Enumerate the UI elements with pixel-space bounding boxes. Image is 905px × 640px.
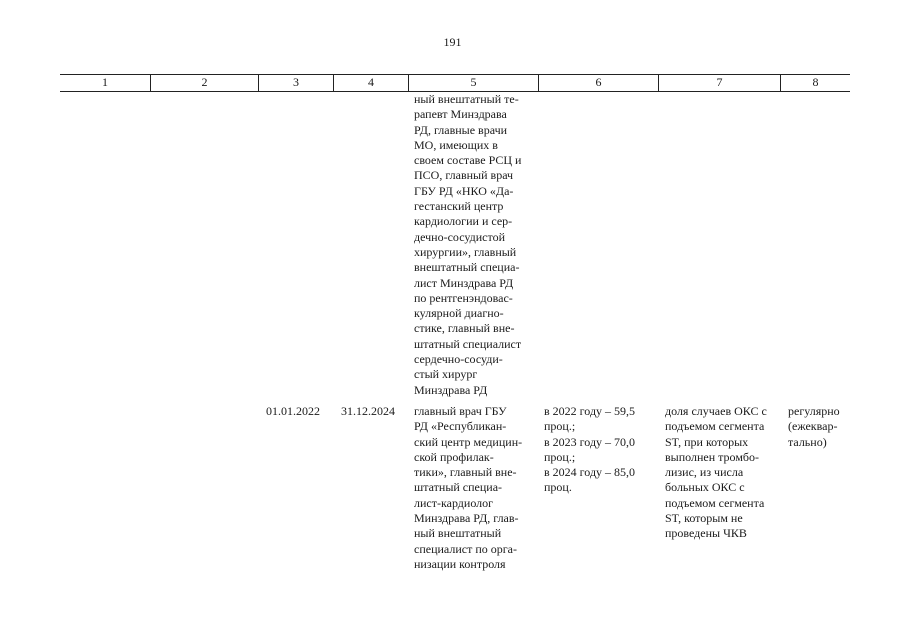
column-header-3: 3: [258, 75, 333, 91]
column-header-4: 4: [333, 75, 408, 91]
column-header-8: 8: [780, 75, 850, 91]
row2-responsible-executors: главный врач ГБУ РД «Республикан- ский центр медицин- ской профилак- тики», главный вне- штатный специа- лист-кардиолог Минздрава РД, глав- ный внештатный специалист по орга- низации контроля: [414, 404, 523, 571]
column-header-2: 2: [150, 75, 258, 91]
row2-frequency: регулярно (ежеквар- тально): [788, 404, 840, 449]
column-header-1: 1: [102, 75, 108, 89]
table-header-row: [60, 74, 850, 92]
row2-end-date: 31.12.2024: [341, 404, 395, 418]
column-header-7: 7: [658, 75, 780, 91]
column-header-5: 5: [408, 75, 538, 91]
row2-start-date: 01.01.2022: [266, 404, 320, 418]
column-header-6: 6: [538, 75, 658, 91]
row2-target-values: в 2022 году – 59,5 проц.; в 2023 году – 70,0 проц.; в 2024 году – 85,0 проц.: [544, 404, 636, 495]
page-number: 191: [443, 35, 462, 49]
row1-responsible-executors: ный внештатный те- рапевт Минздрава РД, главные врачи МО, имеющих в своем составе РСЦ и ПСО, главный врач ГБУ РД «НКО «Да- гестанский центр кардиологии и сер- дечно-сосудистой хирургии», главный внештатный специа- лист Минздрава РД по рентгенэндовас- кулярной диагно- стике, главный вне- штатный специалист сердечно-сосуди- стый хирург Минздрава РД: [414, 92, 522, 397]
row2-indicator-description: доля случаев ОКС с подъемом сегмента ST, при которых выполнен тромбо- лизис, из числа больных ОКС с подъемом сегмента ST, которым не проведены ЧКВ: [665, 404, 767, 541]
